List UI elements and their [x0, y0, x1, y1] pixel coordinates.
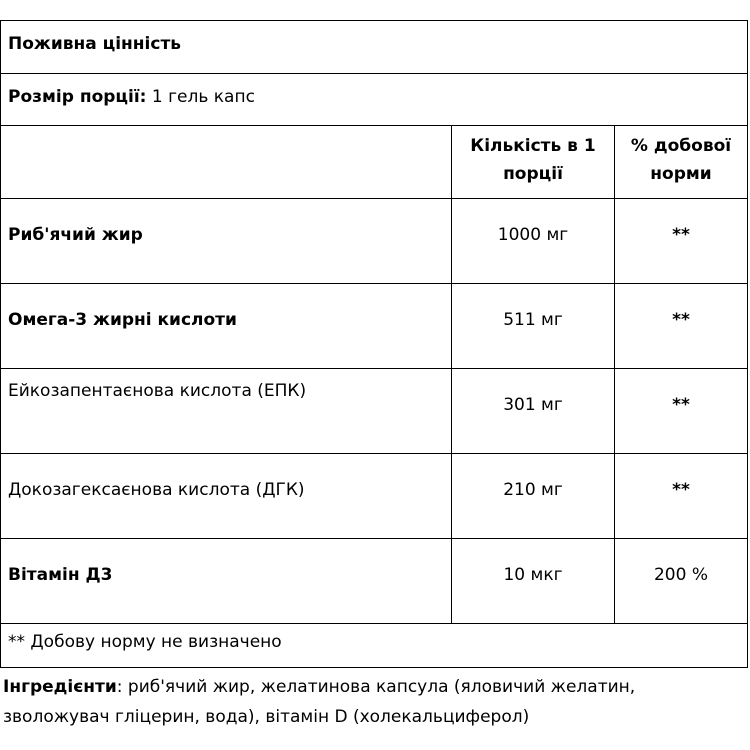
nutrient-row-vitamin-d3 — [1, 538, 747, 623]
ingredients-text: : риб'ячий жир, желатинова капсула (яловичий желатин, зволожувач гліцерин, вода), вітамін D (холекальциферол) — [3, 677, 636, 727]
title-row — [1, 21, 747, 73]
nutrient-amount: 1000 мг — [497, 225, 569, 245]
nutrient-name: Омега-3 жирні кислоти — [8, 310, 237, 330]
nutrient-name: Риб'ячий жир — [8, 225, 143, 245]
nutrient-daily-value: ** — [672, 480, 690, 500]
footnote-row — [1, 623, 747, 668]
nutrient-row-dha — [1, 453, 747, 538]
nutrient-row-fish-oil — [1, 198, 747, 283]
nutrient-amount: 210 мг — [503, 480, 563, 500]
nutrient-row-epa — [1, 368, 747, 453]
nutrient-amount: 301 мг — [503, 395, 563, 415]
nutrient-row-omega-3 — [1, 283, 747, 368]
nutrient-amount: 10 мкг — [503, 565, 563, 585]
nutrition-facts-table — [0, 20, 748, 668]
ingredients-paragraph — [3, 672, 747, 732]
column-header-row — [1, 125, 747, 198]
nutrient-name: Вітамін Д3 — [8, 565, 113, 585]
footnote: ** Добову норму не визначено — [8, 632, 282, 652]
nutrient-name: Докозагексаєнова кислота (ДГК) — [8, 480, 305, 500]
nutrient-daily-value: ** — [672, 225, 690, 245]
ingredients-label: Інгредієнти — [3, 677, 117, 697]
amount-per-serving-header: Кількість в 1 порції — [470, 136, 596, 184]
daily-value-header: % добової норми — [630, 136, 732, 184]
nutrient-daily-value: 200 % — [653, 565, 708, 585]
nutrient-amount: 511 мг — [503, 310, 563, 330]
serving-size-label: Розмір порції: — [8, 87, 147, 107]
serving-size-value: 1 гель капс — [151, 87, 255, 107]
nutrient-daily-value: ** — [672, 310, 690, 330]
nutrient-daily-value: ** — [672, 395, 690, 415]
nutrient-name: Ейкозапентаєнова кислота (ЕПК) — [8, 381, 307, 401]
serving-size-row — [1, 73, 747, 125]
nutrition-title: Поживна цінність — [8, 34, 182, 54]
